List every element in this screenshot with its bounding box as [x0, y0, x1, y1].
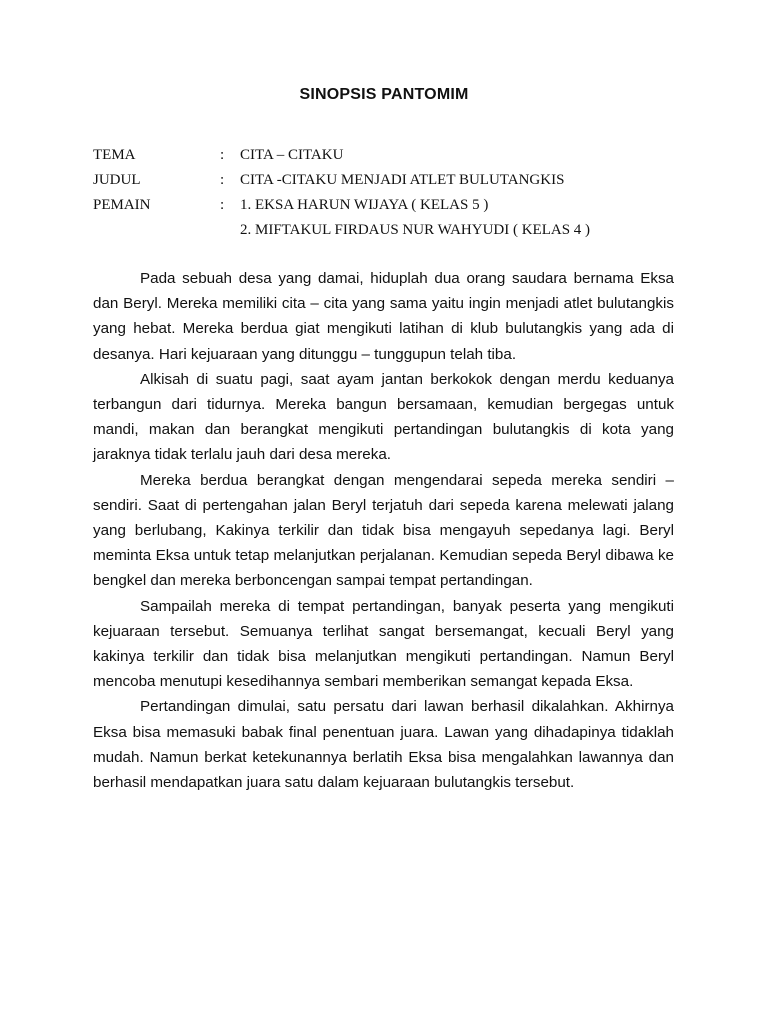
- paragraph-4: Sampailah mereka di tempat pertandingan, banyak peserta yang mengikuti kejuaraan tersebut. Semuanya terlihat sangat bersemangat, kecuali Beryl yang kakinya terkilir dan tidak bisa melanjutkan mengikuti pertandingan. Namun Beryl mencoba menutupi kesedihannya sembari memberikan semangat kepada Eksa.: [93, 597, 674, 691]
- meta-value: 1. EKSA HARUN WIJAYA ( KELAS 5 ): [240, 197, 489, 213]
- paragraph-3: Mereka berdua berangkat dengan mengendarai sepeda mereka sendiri – sendiri. Saat di pertengahan jalan Beryl terjatuh dari sepeda karena melewati jalang yang berlubang, Kakinya terkilir dan tidak bisa mengayuh sepedanya lagi. Beryl meminta Eksa untuk tetap melanjutkan perjalanan. Kemudian sepeda Beryl dibawa ke bengkel dan mereka berboncengan sampai tempat pertandingan.: [93, 471, 674, 590]
- meta-colon: :: [220, 197, 225, 213]
- meta-value: CITA – CITAKU: [240, 147, 344, 163]
- meta-label: PEMAIN: [93, 197, 151, 213]
- meta-value: 2. MIFTAKUL FIRDAUS NUR WAHYUDI ( KELAS 4 ): [240, 222, 591, 238]
- paragraph-1: Pada sebuah desa yang damai, hiduplah dua orang saudara bernama Eksa dan Beryl. Mereka memiliki cita – cita yang sama yaitu ingin menjadi atlet bulutangkis yang hebat. Mereka berdua giat mengikuti latihan di klub bulutangkis yang ada di desanya. Hari kejuaraan yang ditunggu – tunggupun telah tiba.: [93, 270, 674, 363]
- document-title: SINOPSIS PANTOMIM: [299, 86, 469, 103]
- meta-colon: :: [220, 147, 225, 163]
- paragraph-2: Alkisah di suatu pagi, saat ayam jantan berkokok dengan merdu keduanya terbangun dari tidurnya. Mereka bangun bersamaan, kemudian bergegas untuk mandi, makan dan berangkat mengikuti pertandingan bulutangkis di kota yang jaraknya tidak terlalu jauh dari desa mereka.: [93, 370, 674, 464]
- synopsis-body: [93, 266, 674, 795]
- meta-label: JUDUL: [93, 172, 141, 188]
- meta-colon: :: [220, 172, 225, 188]
- meta-label: TEMA: [93, 147, 136, 163]
- meta-value: CITA -CITAKU MENJADI ATLET BULUTANGKIS: [240, 172, 565, 188]
- paragraph-5: Pertandingan dimulai, satu persatu dari lawan berhasil dikalahkan. Akhirnya Eksa bisa memasuki babak final penentuan juara. Lawan yang dihadapinya tidaklah mudah. Namun berkat ketekunannya berlatih Eksa bisa mengalahkan lawannya dan berhasil mendapatkan juara satu dalam kejuaraan bulutangkis tersebut.: [93, 698, 674, 792]
